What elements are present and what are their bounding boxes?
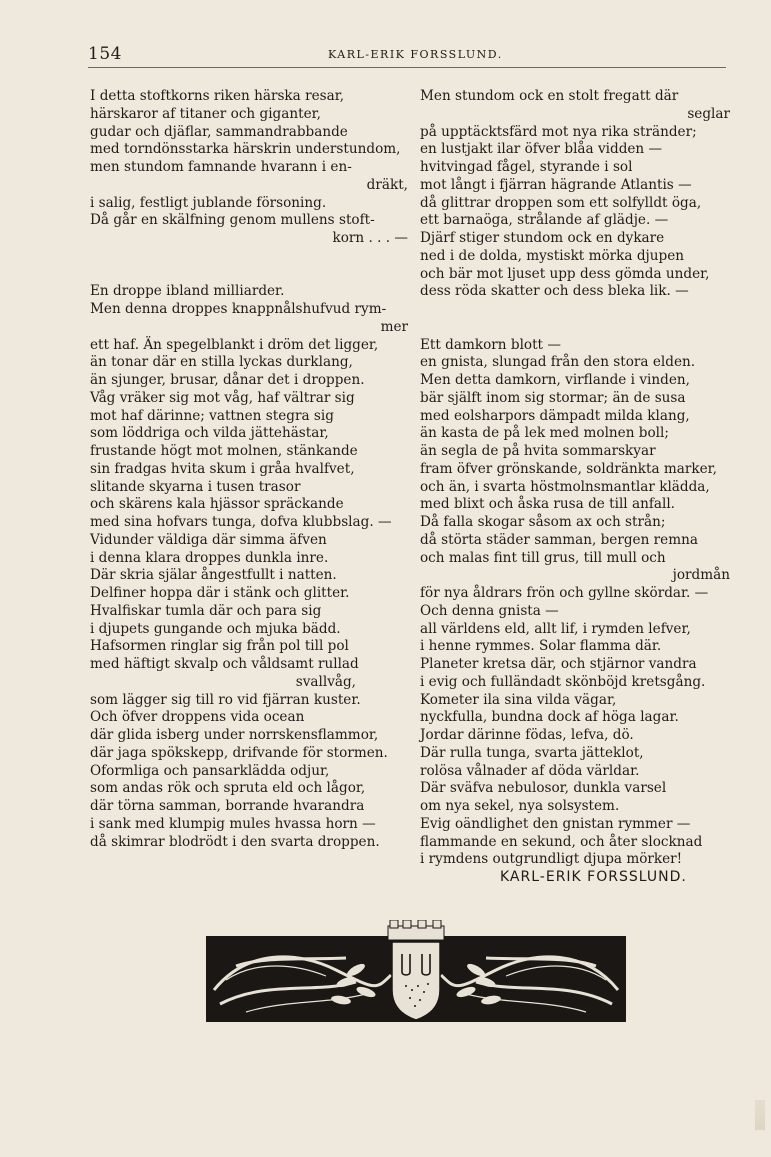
poem-line: i henne rymmes. Solar flamma där. (420, 638, 662, 655)
page-number: 154 (88, 44, 122, 64)
poem-line: Ett damkorn blott — (420, 336, 561, 353)
poem-line: i rymdens outgrundligt djupa mörker! (420, 851, 683, 868)
poem-line: där jaga spökskepp, drifvande för stormen. (90, 744, 388, 761)
poem-line: med häftigt skvalp och våldsamt rullad (90, 656, 359, 672)
poem-line: som lägger sig till ro vid fjärran kuster. (90, 691, 361, 708)
poem-line: En droppe ibland milliarder. (90, 283, 285, 300)
ornament-vignette (206, 920, 626, 1022)
poem-line: en gnista, slungad från den stora elden. (420, 354, 696, 371)
poem-line: mot långt i fjärran hägrande Atlantis — (420, 176, 692, 193)
poem-line: flammande en sekund, och åter slocknad (420, 833, 703, 850)
poem-line: nyckfulla, bundna dock af höga lagar. (420, 709, 679, 726)
stanza-gap (90, 248, 408, 284)
poem-line: som löddriga och vilda jättehästar, (90, 425, 329, 442)
poem-line: än tonar där en stilla lyckas durklang, (90, 354, 353, 371)
poem-line: men stundom famnande hvarann i en- (90, 159, 352, 175)
poem-line: för nya åldrars frön och gyllne skördar. — (420, 585, 709, 601)
poem-line: då skimrar blodrödt i den svarta droppen. (90, 833, 380, 850)
poem-line: där törna samman, borrande hvarandra (90, 798, 365, 814)
running-head: KARL-ERIK FORSSLUND. (328, 48, 503, 61)
poem-line: i djupets gungande och mjuka bädd. (90, 620, 341, 637)
poem-line: Hafsormen ringlar sig från pol till pol (90, 638, 349, 655)
poem-line: dräkt, (366, 176, 408, 193)
poem-line: Men detta damkorn, virflande i vinden, (420, 372, 690, 388)
poem-line: än sjunger, brusar, dånar det i droppen. (90, 372, 365, 388)
poem-line: och än, i svarta höstmolnsmantlar klädda, (420, 478, 710, 495)
stanza-gap (420, 301, 760, 337)
poem-line: och malas fint till grus, till mull och (420, 549, 666, 566)
poem-line: en lustjakt ilar öfver blåa vidden — (420, 141, 663, 158)
poem-line: all världens eld, allt lif, i rymden lefver, (420, 620, 691, 637)
poem-line: Jordar därinne födas, lefva, dö. (420, 727, 634, 743)
poem-line: slitande skyarna i tusen trasor (90, 478, 301, 495)
poem-line: mot haf därinne; vattnen stegra sig (90, 407, 334, 424)
poem-line: Kometer ila sina vilda vägar, (420, 691, 617, 708)
poem-line: som andas rök och spruta eld och lågor, (90, 780, 366, 797)
poem-line: mer (380, 318, 408, 335)
poem-line: seglar (687, 105, 730, 122)
poem-line: Våg vräker sig mot våg, haf vältrar sig (90, 389, 355, 406)
poem-line: korn . . . — (332, 230, 408, 246)
poem-line: med blixt och åska rusa de till anfall. (420, 496, 675, 513)
poem-line: i sank med klumpig mules hvassa horn — (90, 815, 376, 832)
poem-line: frustande högt mot molnen, stänkande (90, 443, 358, 459)
poem-line: Planeter kretsa där, och stjärnor vandra (420, 656, 697, 672)
header-rule (88, 67, 726, 68)
poem-line: Där sväfva nebulosor, dunkla varsel (420, 780, 667, 797)
right-column (420, 88, 760, 869)
poem-line: bär själft inom sig stormar; än de susa (420, 389, 686, 406)
poem-line: än segla de på hvita sommarskyar (420, 443, 656, 459)
poem-line: ett haf. Än spegelblankt i dröm det ligger, (90, 336, 379, 353)
poem-line: och skärens kala hjässor spräckande (90, 496, 344, 513)
poem-line: Evig oändlighet den gnistan rymmer — (420, 815, 691, 832)
poem-line: i evig och fulländadt skönböjd kretsgång. (420, 673, 706, 690)
poem-line: rolösa vålnader af döda världar. (420, 762, 640, 779)
poem-line: gudar och djäflar, sammandrabbande (90, 123, 348, 140)
poem-line: ned i de dolda, mystiskt mörka djupen (420, 247, 685, 264)
poem-line: ett barnaöga, strålande af glädje. — (420, 212, 669, 229)
poem-line: Då går en skälfning genom mullens stoft- (90, 212, 375, 229)
poem-line: härskaror af titaner och giganter, (90, 105, 321, 122)
poem-line: med torndönsstarka härskrin understundom, (90, 141, 401, 158)
poem-line: jordmån (672, 567, 730, 584)
poem-line: då glittrar droppen som ett solfylldt öga, (420, 194, 702, 211)
poem-line: i denna klara droppes dunkla inre. (90, 549, 329, 566)
poem-line: Hvalfiskar tumla där och para sig (90, 602, 322, 619)
poem-line: fram öfver grönskande, soldränkta marker, (420, 460, 717, 477)
poem-line: och bär mot ljuset upp dess gömda under, (420, 265, 710, 282)
poem-line: Men denna droppes knappnålshufvud rym- (90, 301, 387, 317)
poem-line: sin fradgas hvita skum i gråa hvalfvet, (90, 460, 355, 477)
poem-line: Delfiner hoppa där i stänk och glitter. (90, 585, 350, 601)
poem-line: Men stundom ock en stolt fregatt där (420, 88, 679, 104)
poem-line: där glida isberg under norrskensflammor, (90, 727, 379, 743)
poem-line: Och denna gnista — (420, 602, 559, 619)
poem-line: svallvåg, (295, 673, 356, 690)
author-signature: KARL-ERIK FORSSLUND. (500, 869, 687, 885)
poem-line: Djärf stiger stundom ock en dykare (420, 230, 665, 246)
poem-line: Där skria själar ångestfullt i natten. (90, 567, 337, 584)
poem-line: om nya sekel, nya solsystem. (420, 798, 620, 814)
poem-line: då störta städer samman, bergen remna (420, 531, 698, 548)
poem-line: i salig, festligt jublande försoning. (90, 194, 327, 211)
scan-edge (755, 1100, 765, 1130)
heraldic-shield-ornament-icon (206, 920, 626, 1022)
poem-line: Oformliga och pansarklädda odjur, (90, 762, 330, 779)
poem-line: än kasta de på lek med molnen boll; (420, 425, 669, 442)
page-header (88, 44, 726, 68)
poem-line: Då falla skogar såsom ax och strån; (420, 514, 666, 530)
poem-line: med sina hofvars tunga, dofva klubbslag. — (90, 514, 392, 530)
poem-line: Vidunder väldiga där simma äfven (90, 531, 327, 548)
poem-line: dess röda skatter och dess bleka lik. — (420, 283, 689, 300)
poem-line: Där rulla tunga, svarta jätteklot, (420, 744, 644, 761)
left-column (90, 88, 408, 851)
poem-line: hvitvingad fågel, styrande i sol (420, 159, 633, 175)
poem-line: I detta stoftkorns riken härska resar, (90, 88, 345, 104)
poem-line: Och öfver droppens vida ocean (90, 709, 305, 726)
poem-line: på upptäcktsfärd mot nya rika stränder; (420, 123, 697, 140)
poem-line: med eolsharpors dämpadt milda klang, (420, 407, 690, 424)
